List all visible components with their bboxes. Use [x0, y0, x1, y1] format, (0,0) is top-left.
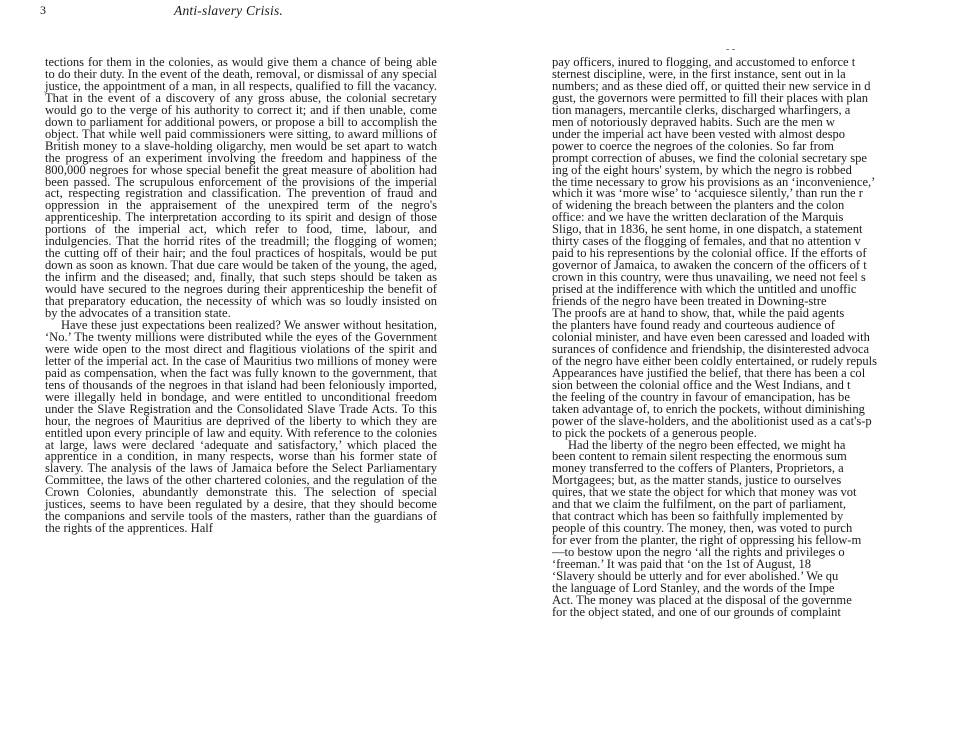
right-line: paid to his representions by the colonial office. If the efforts of — [552, 246, 867, 261]
right-line: surances of confidence and friendship, the disinterested advoca — [552, 341, 870, 356]
right-line: Sligo, that in 1836, he sent home, in one dispatch, a statement — [552, 222, 863, 237]
right-line: Act. The money was placed at the disposal of the governme — [552, 592, 852, 607]
running-head: Anti-slavery Crisis. — [174, 3, 283, 18]
right-line: been content to remain silent respecting the enormous sum — [552, 449, 847, 464]
right-line: the time necessary to grow his provisions as an ‘inconvenience,’ — [552, 174, 876, 189]
right-line: pay officers, inured to flogging, and accustomed to enforce t — [552, 55, 856, 69]
right-line: The proofs are at hand to show, that, while the paid agents — [552, 306, 845, 321]
right-line: the language of Lord Stanley, and the words of the Impe — [552, 580, 835, 595]
right-line: the planters have found ready and courteous audience of — [552, 317, 835, 332]
right-line: crown in this country, were thus unavailing, we need not feel s — [552, 270, 866, 285]
right-line: thirty cases of the flogging of females, and that no attention v — [552, 234, 861, 249]
page-crumb: - - — [726, 44, 736, 55]
left-paragraph: tections for them in the colonies, as would give them a chance of being able to do their duty. In the event of the death, removal, or dismissal of any special justice, the appointment of a man, in all respects, qualified to fill the vacancy. That in the event of a discovery of any gross abuse, the colonial secretary would go to the verge of his authority to correct it; and if then unable, come down to parliament for additional powers, or propose a bill to accomplish the object. That while well paid commissioners were sitting, to award millions of British money to a slave-holding oligarchy, men would be set apart to watch the progress of an experiment involving the freedom and happiness of the 800,000 negroes for whose special benefit the great measure of abolition had been passed. The scrupulous enforcement of the provisions of the imperial act, respecting registration and classification. The prevention of fraud and oppression in the appraisement of the unexpired term of the negro's apprenticeship. The interpretation according to its spirit and design of those portions of the imperial act, which refer to food, time, labour, and indulgencies. That the horrid rites of the treadmill; the flogging of women; the cutting off of their hair; and the foul practices of hospitals, would be put down as soon as known. That due care would be taken of the young, the aged, the infirm and the diseased; and, finally, that such steps should be taken as would have secured to the negroes during their apprenticeship the benefit of that preparatory education, the necessity of which was so loudly insisted on by the advocates of a transition state. — [45, 55, 437, 321]
right-line: to pick the pockets of a generous people. — [552, 425, 757, 440]
left-page — [0, 0, 480, 729]
right-line: money transferred to the coffers of Planters, Proprietors, a — [552, 461, 844, 476]
right-line: office: and we have the written declaration of the Marquis — [552, 210, 844, 225]
right-line: and that we claim the fulfilment, on the part of parliament, — [552, 497, 847, 512]
right-line: numbers; and as these died off, or quitted their new service in d — [552, 78, 871, 93]
right-line: quires, that we state the object for which that money was vot — [552, 485, 857, 500]
right-line: prised at the indifference with which the untitled and unoffic — [552, 282, 857, 297]
right-page — [552, 0, 980, 729]
right-line: for ever from the planter, the right of oppressing his fellow-m — [552, 533, 862, 548]
right-line: ‘Slavery should be utterly and for ever abolished.’ We qu — [552, 568, 839, 583]
right-line: Appearances have justified the belief, that there has been a col — [552, 365, 866, 380]
right-line: colonial minister, and have even been caressed and loaded with — [552, 329, 870, 344]
right-line: of widening the breach between the planters and the colon — [552, 198, 845, 213]
right-line: sion between the colonial office and the West Indians, and t — [552, 377, 851, 392]
page-number: 3 — [40, 3, 46, 17]
right-line: Mortgagees; but, as the matter stands, justice to ourselves — [552, 473, 842, 488]
right-line: power of the slave-holders, and the abolitionist used as a cat's-p — [552, 413, 872, 428]
right-line: governor of Jamaica, to awaken the concern of the officers of t — [552, 258, 867, 273]
right-line: that contract which has been so faithfully implemented by — [552, 509, 844, 524]
right-line: prompt correction of abuses, we find the colonial secretary spe — [552, 150, 867, 165]
right-line: friends of the negro have been treated in Downing-stre — [552, 294, 827, 309]
right-page-text — [552, 57, 980, 619]
right-line: people of this country. The money, then, was voted to purch — [552, 521, 853, 536]
right-line: of the negro have either been coldly entertained, or rudely repuls — [552, 353, 878, 368]
right-line: under the imperial act have been vested with almost despo — [552, 126, 846, 141]
right-line: Had the liberty of the negro been effected, we might ha — [568, 437, 846, 452]
left-page-text — [45, 57, 437, 535]
right-line: which it was ‘more wise’ to ‘acquiesce silently,’ than run the r — [552, 186, 863, 201]
right-line: —to bestow upon the negro ‘all the rights and privileges o — [552, 545, 845, 560]
right-line: for the object stated, and one of our grounds of complaint — [552, 604, 841, 619]
right-line: men of notoriously depraved habits. Such are the men w — [552, 114, 835, 129]
left-paragraph: Have these just expectations been realized? We answer without hesitation, ‘No.’ The twenty millions were distributed while the eyes of the Government were wide open to the most direct and flagitious violations of the spirit and letter of the imperial act. In the case of Mauritius two millions of money were paid as compensation, when the fact was fully known to the government, that tens of thousands of the negroes in that island had been feloniously imported, were illegally held in bondage, and were entitled to unconditional freedom under the Slave Registration and the Consolidated Slave Trade Acts. To this hour, the negroes of Mauritius are deprived of the liberty to which they are entitled upon every principle of law and equity. With reference to the colonies at large, laws were declared ‘adequate and satisfactory,’ which placed the apprentice in a condition, in many respects, worse than his former state of slavery. The analysis of the laws of Jamaica before the Select Parliamentary Committee, the laws of the other chartered colonies, and the regulation of the Crown Colonies, abundantly demonstrate this. The selection of special justices, seems to have been regulated by a desire, that they should become the companions and servile tools of the masters, rather than the guardians of the rights of the apprentices. Half — [45, 317, 437, 536]
right-line: the feeling of the country in favour of emancipation, has be — [552, 389, 850, 404]
right-line: gust, the governors were permitted to fill their places with plan — [552, 90, 869, 105]
right-line: sternest discipline, were, in the first instance, sent out in la — [552, 66, 846, 81]
right-line: tion managers, mercantile clerks, discharged wharfingers, a — [552, 102, 851, 117]
right-line: power to coerce the negroes of the colonies. So far from — [552, 138, 834, 153]
right-line: ing of the eight hours' system, by which the negro is robbed — [552, 162, 852, 177]
right-line: taken advantage of, to enrich the pockets, without diminishing — [552, 401, 865, 416]
right-line: ‘freeman.’ It was paid that ‘on the 1st of August, 18 — [552, 557, 812, 572]
